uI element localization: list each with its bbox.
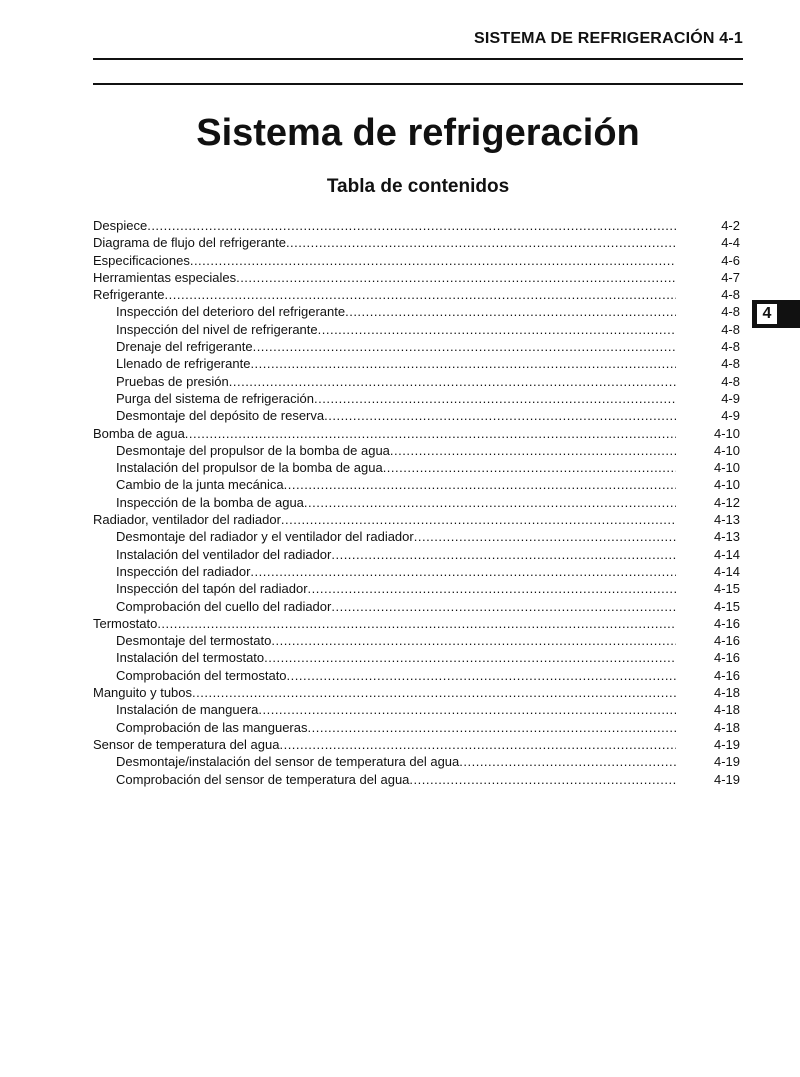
toc-subentry[interactable] xyxy=(93,719,740,736)
toc-entry-page: 4-19 xyxy=(713,754,740,770)
toc-entry-label: Desmontaje del depósito de reserva xyxy=(116,408,325,424)
toc-entry-page: 4-15 xyxy=(713,598,740,614)
toc-entry-label: Cambio de la junta mecánica xyxy=(116,477,284,493)
toc-entry[interactable] xyxy=(93,286,740,303)
dot-leader xyxy=(286,234,676,251)
toc-entry-page: 4-19 xyxy=(713,771,740,787)
toc-entry[interactable] xyxy=(93,736,740,753)
toc-entry-label: Diagrama de flujo del refrigerante xyxy=(93,235,286,251)
dot-leader xyxy=(250,563,676,580)
dot-leader xyxy=(236,269,676,286)
header-rule-top xyxy=(93,58,743,60)
toc-entry-label: Despiece xyxy=(93,218,148,233)
toc-entry-label: Desmontaje/instalación del sensor de temperatura del agua xyxy=(116,754,460,770)
toc-subentry[interactable] xyxy=(93,476,740,493)
toc-entry-label: Inspección de la bomba de agua xyxy=(116,494,304,510)
toc-entry[interactable] xyxy=(93,252,740,269)
toc-entry-page: 4-8 xyxy=(721,287,740,303)
toc-subentry[interactable] xyxy=(93,459,740,476)
toc-entry-page: 4-12 xyxy=(713,494,740,510)
dot-leader xyxy=(258,701,676,718)
toc-entry-page: 4-9 xyxy=(721,390,740,406)
toc-entry[interactable] xyxy=(93,217,740,234)
toc-entry-label: Instalación de manguera xyxy=(116,702,259,718)
toc-entry-page: 4-18 xyxy=(713,685,740,701)
toc-subentry[interactable] xyxy=(93,355,740,372)
toc-entry-page: 4-6 xyxy=(721,252,740,268)
toc-subentry[interactable] xyxy=(93,632,740,649)
toc-entry-label: Manguito y tubos xyxy=(93,685,193,701)
toc-entry-page: 4-16 xyxy=(713,667,740,683)
toc-subentry[interactable] xyxy=(93,373,740,390)
dot-leader xyxy=(284,476,676,493)
toc-entry-page: 4-8 xyxy=(721,304,740,320)
toc-entry-page: 4-8 xyxy=(721,321,740,337)
dot-leader xyxy=(190,252,676,269)
dot-leader xyxy=(229,373,676,390)
toc-subentry[interactable] xyxy=(93,407,740,424)
toc-entry-page: 4-7 xyxy=(721,269,740,285)
toc-entry-label: Comprobación del termostato xyxy=(116,667,287,683)
dot-leader xyxy=(331,598,676,615)
toc-entry-page: 4-8 xyxy=(721,373,740,389)
toc-entry-label: Inspección del radiador xyxy=(116,563,251,579)
toc-subentry[interactable] xyxy=(93,771,740,788)
toc-entry-page: 4-10 xyxy=(713,477,740,493)
toc-entry-page: 4-4 xyxy=(721,235,740,251)
toc-entry-page: 4-10 xyxy=(713,425,740,441)
chapter-tab xyxy=(752,300,800,328)
toc-entry-label: Inspección del tapón del radiador xyxy=(116,581,308,597)
toc-entry-label: Inspección del nivel de refrigerante xyxy=(116,321,318,337)
toc-subentry[interactable] xyxy=(93,649,740,666)
toc-subentry[interactable] xyxy=(93,303,740,320)
dot-leader xyxy=(147,217,676,234)
toc-entry[interactable] xyxy=(93,269,740,286)
toc-entry-label: Herramientas especiales xyxy=(93,269,237,285)
toc-subentry[interactable] xyxy=(93,442,740,459)
dot-leader xyxy=(279,736,676,753)
toc-entry-page: 4-16 xyxy=(713,615,740,631)
dot-leader xyxy=(308,719,677,736)
dot-leader xyxy=(165,286,676,303)
toc-entry-label: Desmontaje del termostato xyxy=(116,633,272,649)
toc-entry-label: Instalación del propulsor de la bomba de agua xyxy=(116,460,383,476)
header-rule-bottom xyxy=(93,83,743,85)
dot-leader xyxy=(250,355,676,372)
toc-entry-page: 4-18 xyxy=(713,702,740,718)
dot-leader xyxy=(414,528,676,545)
table-of-contents xyxy=(93,217,740,788)
toc-entry-label: Desmontaje del propulsor de la bomba de agua xyxy=(116,442,390,458)
dot-leader xyxy=(314,390,676,407)
toc-subentry[interactable] xyxy=(93,753,740,770)
toc-entry-label: Comprobación del cuello del radiador xyxy=(116,598,332,614)
toc-entry-page: 4-8 xyxy=(721,339,740,355)
toc-entry[interactable] xyxy=(93,684,740,701)
toc-entry-page: 4-2 xyxy=(721,218,740,233)
toc-subentry[interactable] xyxy=(93,563,740,580)
toc-entry-label: Bomba de agua xyxy=(93,425,185,441)
toc-subentry[interactable] xyxy=(93,546,740,563)
toc-entry-page: 4-14 xyxy=(713,546,740,562)
dot-leader xyxy=(331,546,676,563)
toc-entry-label: Sensor de temperatura del agua xyxy=(93,736,280,752)
toc-entry-label: Instalación del termostato xyxy=(116,650,265,666)
toc-subentry[interactable] xyxy=(93,494,740,511)
toc-entry-label: Refrigerante xyxy=(93,287,165,303)
toc-entry[interactable] xyxy=(93,511,740,528)
toc-entry-page: 4-14 xyxy=(713,563,740,579)
toc-entry-label: Instalación del ventilador del radiador xyxy=(116,546,332,562)
toc-entry-page: 4-10 xyxy=(713,460,740,476)
toc-subentry[interactable] xyxy=(93,528,740,545)
dot-leader xyxy=(287,667,676,684)
dot-leader xyxy=(271,632,676,649)
toc-entry[interactable] xyxy=(93,425,740,442)
toc-subentry[interactable] xyxy=(93,667,740,684)
toc-entry-label: Drenaje del refrigerante xyxy=(116,339,253,355)
dot-leader xyxy=(157,615,676,632)
toc-entry[interactable] xyxy=(93,234,740,251)
toc-subentry[interactable] xyxy=(93,338,740,355)
toc-entry-label: Especificaciones xyxy=(93,252,190,268)
toc-entry-label: Termostato xyxy=(93,615,158,631)
toc-title: Tabla de contenidos xyxy=(326,176,510,197)
toc-entry-page: 4-9 xyxy=(721,408,740,424)
toc-subentry[interactable] xyxy=(93,701,740,718)
dot-leader xyxy=(318,321,676,338)
toc-entry-page: 4-10 xyxy=(713,442,740,458)
toc-entry-page: 4-16 xyxy=(713,650,740,666)
dot-leader xyxy=(345,303,676,320)
toc-entry-label: Comprobación del sensor de temperatura del agua xyxy=(116,771,410,787)
toc-entry-label: Llenado de refrigerante xyxy=(116,356,251,372)
dot-leader xyxy=(308,580,676,597)
toc-entry-page: 4-13 xyxy=(713,529,740,545)
page-title: Sistema de refrigeración xyxy=(196,112,640,154)
dot-leader xyxy=(281,511,676,528)
dot-leader xyxy=(383,459,676,476)
toc-subentry[interactable] xyxy=(93,580,740,597)
toc-entry-page: 4-18 xyxy=(713,719,740,735)
dot-leader xyxy=(192,684,676,701)
toc-entry-label: Comprobación de las mangueras xyxy=(116,719,308,735)
toc-subentry[interactable] xyxy=(93,598,740,615)
toc-entry-page: 4-19 xyxy=(713,736,740,752)
toc-entry-label: Radiador, ventilador del radiador xyxy=(93,512,281,528)
dot-leader xyxy=(459,753,676,770)
dot-leader xyxy=(390,442,676,459)
running-header: SISTEMA DE REFRIGERACIÓN 4-1 xyxy=(473,30,743,47)
toc-entry-label: Inspección del deterioro del refrigerante xyxy=(116,304,346,320)
toc-entry-page: 4-13 xyxy=(713,512,740,528)
toc-subentry[interactable] xyxy=(93,390,740,407)
toc-entry-label: Desmontaje del radiador y el ventilador del radiador xyxy=(116,529,414,545)
chapter-number: 4 xyxy=(756,303,778,325)
dot-leader xyxy=(185,425,676,442)
toc-entry-label: Purga del sistema de refrigeración xyxy=(116,390,314,406)
dot-leader xyxy=(304,494,676,511)
dot-leader xyxy=(264,649,676,666)
dot-leader xyxy=(253,338,676,355)
toc-subentry[interactable] xyxy=(93,321,740,338)
toc-entry-page: 4-15 xyxy=(713,581,740,597)
toc-entry-label: Pruebas de presión xyxy=(116,373,229,389)
toc-entry[interactable] xyxy=(93,615,740,632)
toc-entry-page: 4-8 xyxy=(721,356,740,372)
dot-leader xyxy=(324,407,676,424)
dot-leader xyxy=(409,771,676,788)
toc-entry-page: 4-16 xyxy=(713,633,740,649)
